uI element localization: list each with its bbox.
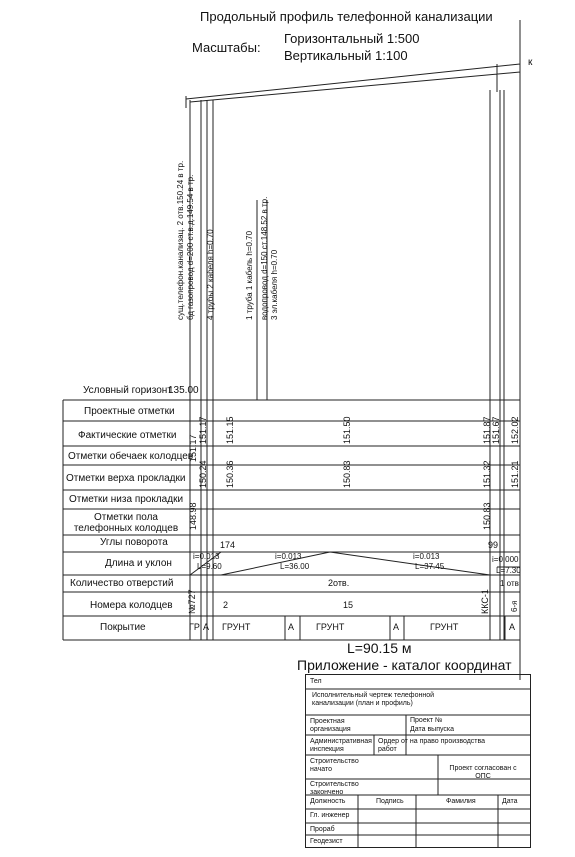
stamp-surveyor: Геодезист (310, 838, 343, 845)
cover-value: А (393, 622, 400, 632)
scales-label: Масштабы: (192, 40, 261, 55)
cover-value: ГРУНТ (316, 622, 345, 632)
appendix-title: Приложение - каталог координат (297, 657, 512, 673)
slope-l: L=37.45 (415, 562, 445, 571)
horizon-value: 135.00 (168, 385, 199, 396)
row-actual-label: Фактические отметки (78, 430, 177, 441)
stamp-issue-date: Дата выпуска (410, 726, 455, 733)
stamp-design-org: Проектная организация (310, 718, 351, 733)
stamp-date: Дата (502, 798, 518, 805)
row-floor-label: Отметки пола телефонных колодцев (73, 512, 179, 534)
total-length: L=90.15 м (347, 640, 412, 656)
top-value: 151.21 (510, 460, 520, 488)
angle-value: 174 (220, 540, 236, 550)
row-horizon-label: Условный горизонт (83, 385, 172, 396)
profile-line (186, 20, 520, 680)
well-number: №727 (187, 589, 197, 614)
row-bottom-label: Отметки низа прокладки (69, 494, 184, 505)
actual-value: 152.02 (510, 416, 520, 444)
cover-value: ГРУНТ (430, 622, 459, 632)
cover-value: А (203, 622, 210, 632)
stamp-position: Должность (310, 798, 346, 805)
row-angles-label: Углы поворота (100, 537, 168, 548)
page-title: Продольный профиль телефонной канализации (200, 9, 493, 24)
actual-value: 151.50 (342, 416, 352, 444)
angle-value: 99 (488, 540, 499, 550)
well-number: 6-я (510, 600, 519, 612)
holes-value: 2отв. (328, 578, 350, 588)
holes-value: 1 отв (500, 579, 519, 588)
cover-value: ГРУНТ (222, 622, 251, 632)
well-number: 2 (223, 600, 229, 610)
shell-value: 151.17 (188, 434, 198, 462)
row-design-label: Проектные отметки (84, 406, 175, 417)
vertical-note: водопровод d=150 ст.148.52 в тр. (260, 196, 269, 320)
row-length-label: Длина и уклон (105, 558, 172, 569)
actual-value: 151.17 (198, 416, 208, 444)
stamp-constr-finished: Строительство закончено (310, 781, 359, 796)
cover-value: ГР (189, 622, 200, 632)
scale-horizontal: Горизонтальный 1:500 (284, 31, 420, 46)
vertical-note: 1 труба 1 кабель h=0.70 (245, 230, 254, 320)
vertical-note: 3 эл.кабеля h=0.70 (270, 249, 279, 320)
floor-value: 148.98 (188, 502, 198, 530)
slope-i: i=0.013 (193, 552, 220, 561)
slope-l: L=9.60 (197, 562, 222, 571)
edge-letter: к (528, 57, 533, 68)
top-value: 150.83 (342, 460, 352, 488)
title-block (305, 674, 531, 848)
row-cover-label: Покрытие (100, 622, 146, 633)
vertical-note: бд газопровод d=200 ст.в.д.149.54 в тр. (186, 174, 195, 320)
vertical-note: 4 трубы 2 кабеля h=0.70 (206, 229, 215, 320)
row-wells-label: Номера колодцев (90, 600, 173, 611)
actual-value: 151.67 (491, 416, 501, 444)
stamp-tel: Тел (310, 678, 322, 685)
actual-value: 151.87 (482, 416, 492, 444)
row-shell-label: Отметки обечаек колодцев (68, 451, 194, 462)
stamp-project-no: Проект № (410, 717, 443, 724)
slope-l: L=36.00 (280, 562, 310, 571)
slope-i: i=0.013 (413, 552, 440, 561)
cover-value: А (509, 622, 516, 632)
top-value: 150.24 (198, 460, 208, 488)
floor-value: 150.83 (482, 502, 492, 530)
stamp-agreed: Проект согласован с ОПС (449, 765, 517, 780)
stamp-constr-started: Строительство начато (310, 758, 359, 773)
stamp-foreman: Прораб (310, 826, 335, 833)
slope-i: i=0.000 (492, 555, 519, 564)
stamp-admin: Административная инспекция (310, 738, 372, 753)
row-top-label: Отметки верха прокладки (66, 473, 186, 484)
stamp-surname: Фамилия (446, 798, 476, 805)
top-value: 150.36 (225, 460, 235, 488)
slope-i: i=0.013 (275, 552, 302, 561)
top-value: 151.32 (482, 460, 492, 488)
stamp-order: Ордер от на право производства работ (378, 738, 486, 753)
slope-l: L=7.30 (496, 566, 521, 575)
stamp-chief-engineer: Гл. инженер (310, 812, 350, 819)
stamp-signature: Подпись (376, 798, 404, 805)
row-holes-label: Количество отверстий (70, 578, 174, 589)
actual-value: 151.15 (225, 416, 235, 444)
vertical-note: сущ.телефон.канализац. 2 отв.150.24 в тр. (176, 160, 185, 320)
well-number: ККС-1 (480, 589, 490, 614)
scale-vertical: Вертикальный 1:100 (284, 48, 408, 63)
well-number: 15 (343, 600, 354, 610)
cover-value: А (288, 622, 295, 632)
stamp-drawing: Исполнительный чертеж телефонной канализации (план и профиль) (312, 692, 434, 707)
